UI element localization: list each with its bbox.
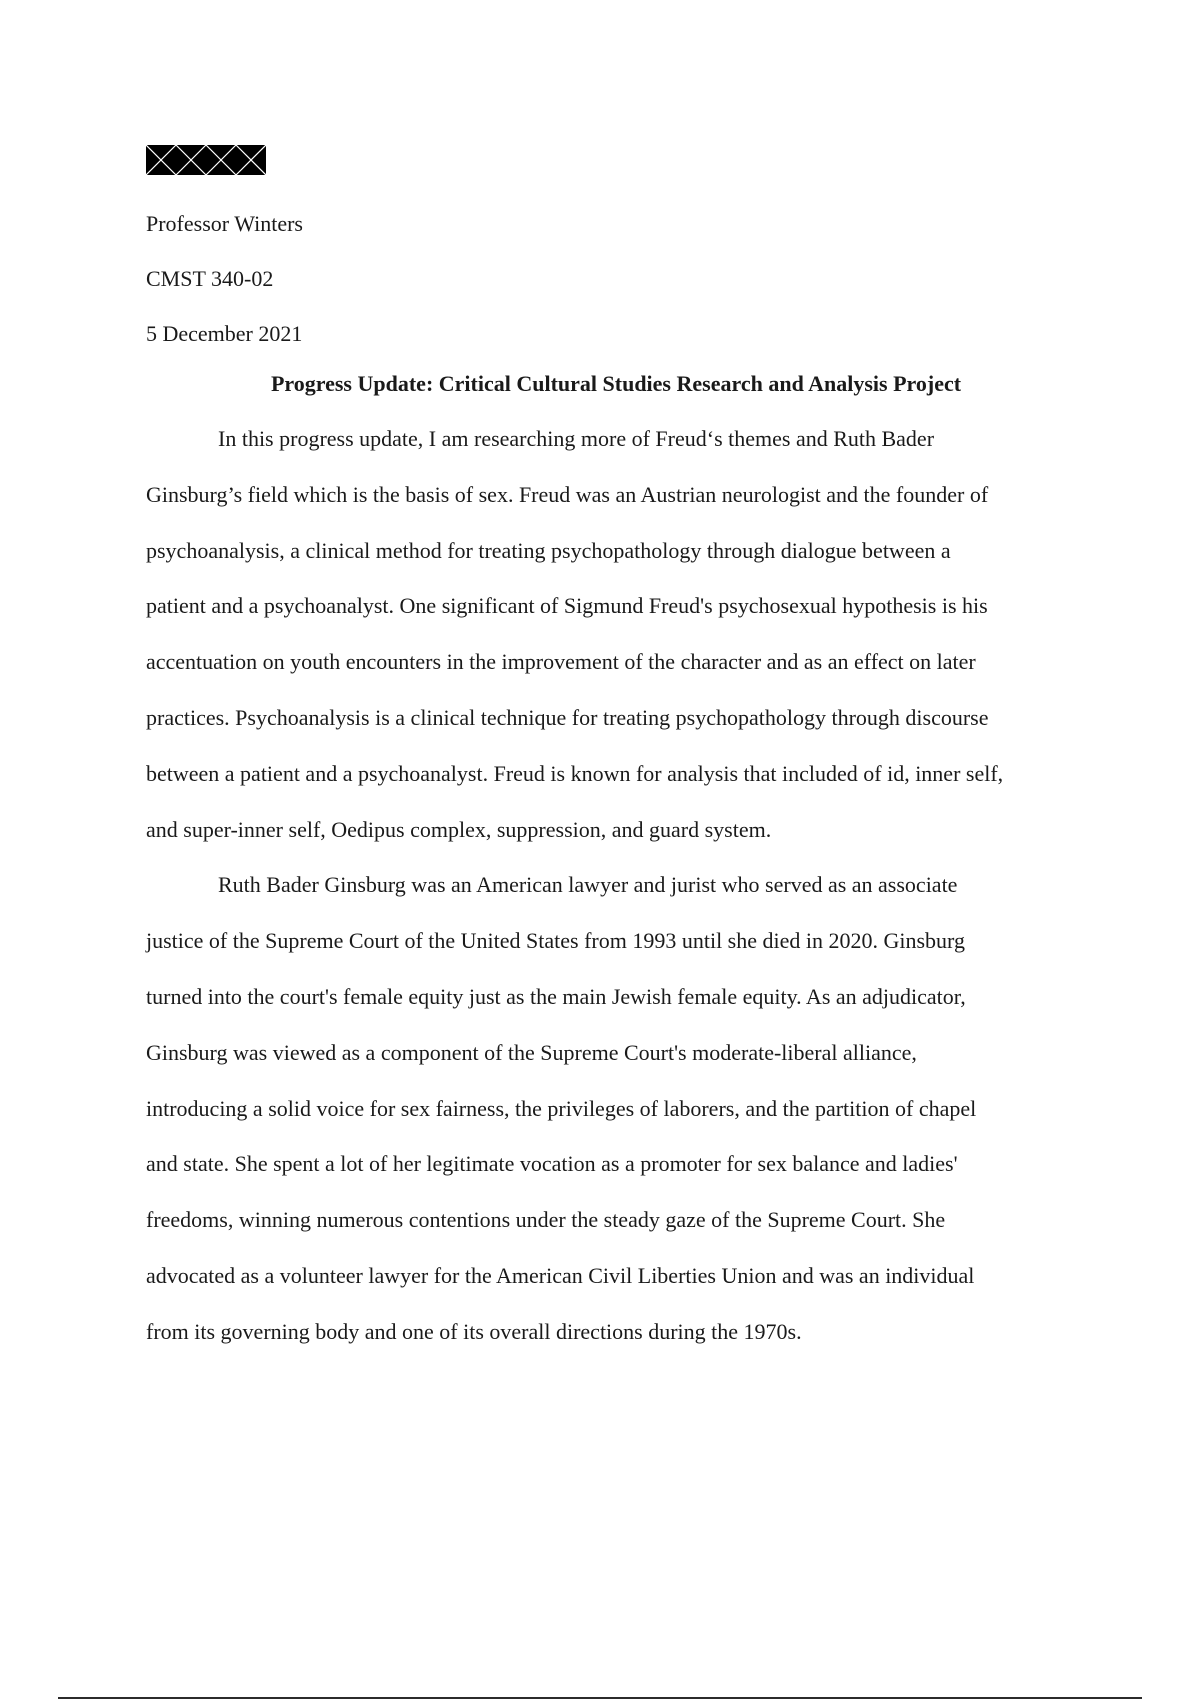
mla-heading xyxy=(146,196,1086,361)
redacted-name-block xyxy=(146,145,266,175)
text-line: introducing a solid voice for sex fairness, the privileges of laborers, and the partition of chapel xyxy=(146,1095,977,1121)
text-line: accentuation on youth encounters in the improvement of the character and as an effect on later xyxy=(146,649,976,675)
text-line: psychoanalysis, a clinical method for treating psychopathology through dialogue between a xyxy=(146,537,951,563)
text-line: from its governing body and one of its overall directions during the 1970s. xyxy=(146,1318,802,1344)
text-line: advocated as a volunteer lawyer for the American Civil Liberties Union and was an individual xyxy=(146,1262,975,1288)
course-code: CMST 340-02 xyxy=(146,266,274,291)
text-line: and state. She spent a lot of her legitimate vocation as a promoter for sex balance and ladies' xyxy=(146,1151,958,1177)
redaction-crosshatch-icon xyxy=(146,145,266,175)
page-bottom-rule xyxy=(58,1697,1142,1699)
text-line: patient and a psychoanalyst. One significant of Sigmund Freud's psychosexual hypothesis is his xyxy=(146,593,988,619)
text-line: justice of the Supreme Court of the United States from 1993 until she died in 2020. Ginsburg xyxy=(146,928,965,954)
text-line: Ruth Bader Ginsburg was an American lawyer and jurist who served as an associate xyxy=(218,872,958,898)
paragraph-ginsburg xyxy=(146,857,1086,1359)
professor-name: Professor Winters xyxy=(146,211,303,236)
text-line: freedoms, winning numerous contentions under the steady gaze of the Supreme Court. She xyxy=(146,1207,946,1233)
document-date: 5 December 2021 xyxy=(146,321,303,346)
text-line: In this progress update, I am researching more of Freud‘s themes and Ruth Bader xyxy=(218,426,935,451)
text-line: Ginsburg’s field which is the basis of sex. Freud was an Austrian neurologist and the founder of xyxy=(146,481,989,507)
text-line: between a patient and a psychoanalyst. Freud is known for analysis that included of id, inner self, xyxy=(146,760,1004,786)
text-line: and super-inner self, Oedipus complex, suppression, and guard system. xyxy=(146,816,772,842)
document-title: Progress Update: Critical Cultural Studies Research and Analysis Project xyxy=(270,371,962,396)
paragraph-freud xyxy=(146,411,1086,857)
text-line: turned into the court's female equity just as the main Jewish female equity. As an adjudicator, xyxy=(146,983,966,1009)
text-line: Ginsburg was viewed as a component of the Supreme Court's moderate-liberal alliance, xyxy=(146,1039,917,1065)
document-body xyxy=(146,411,1086,1360)
text-line: practices. Psychoanalysis is a clinical technique for treating psychopathology through discourse xyxy=(146,704,989,730)
